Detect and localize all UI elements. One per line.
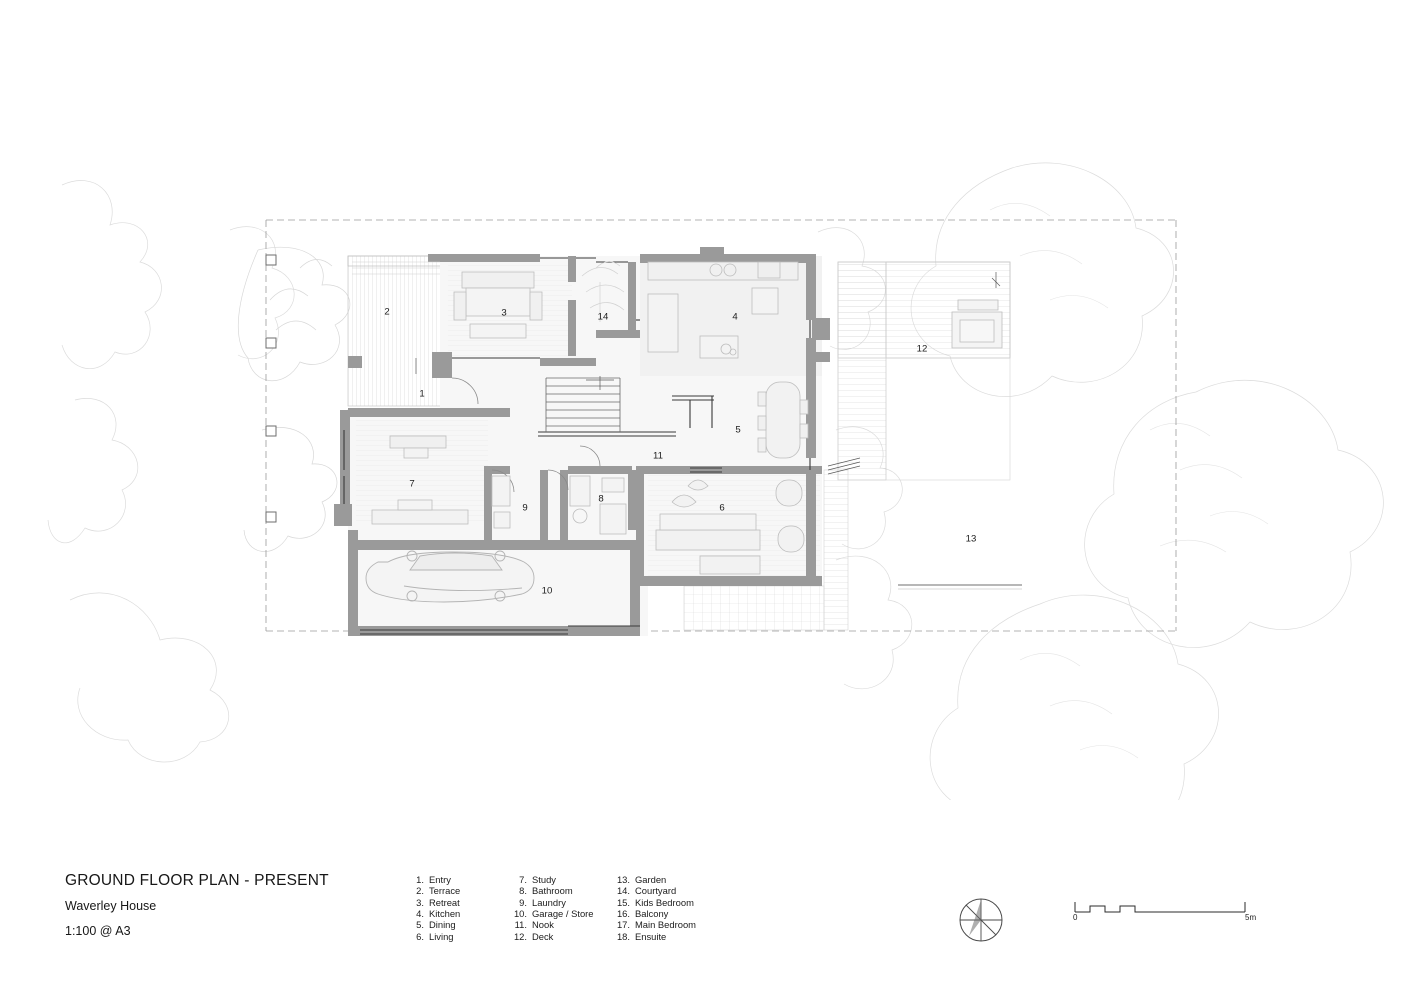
legend-label: Garden — [635, 874, 667, 885]
room-label: 14 — [597, 311, 609, 323]
legend-column-3 — [610, 874, 720, 942]
legend-number: 18. — [616, 930, 630, 942]
legend-number: 17. — [616, 919, 630, 931]
legend-item — [404, 908, 507, 919]
room-label: 5 — [735, 424, 741, 436]
legend-number: 3. — [416, 896, 424, 908]
room-label: 7 — [409, 478, 415, 490]
legend-item — [610, 885, 720, 896]
scale-bar-graphic — [1073, 900, 1268, 924]
legend-item — [610, 897, 720, 908]
legend-item — [404, 897, 507, 908]
room-label: 9 — [522, 502, 528, 514]
legend-item — [507, 874, 610, 885]
legend-item — [610, 874, 720, 885]
north-point — [957, 896, 1005, 944]
legend-label: Nook — [532, 919, 554, 931]
legend-number: 5. — [416, 919, 424, 931]
legend-number: 11. — [514, 919, 527, 931]
legend-number: 12. — [513, 930, 527, 942]
legend-column-2 — [507, 874, 610, 942]
room-label: 13 — [965, 533, 977, 545]
legend-item — [404, 885, 507, 896]
legend-label: Retreat — [429, 896, 460, 908]
room-legend — [404, 874, 720, 942]
scale-bar-end-label: 5m — [1245, 913, 1257, 922]
legend-label: Balcony — [635, 908, 669, 920]
legend-item — [610, 919, 720, 930]
room-label: 11 — [653, 450, 663, 462]
legend-item — [610, 908, 720, 919]
legend-item — [507, 885, 610, 896]
north-arrow-icon — [957, 896, 1005, 944]
legend-item — [507, 931, 610, 942]
room-label: 2 — [384, 306, 390, 318]
legend-number: 10. — [513, 908, 527, 920]
scale-bar-start-label: 0 — [1073, 913, 1078, 922]
room-label: 6 — [719, 502, 725, 514]
legend-item — [507, 897, 610, 908]
room-label: 8 — [598, 493, 604, 505]
legend-item — [507, 919, 610, 930]
legend-number: 15. — [616, 896, 630, 908]
legend-label: Living — [429, 930, 454, 942]
legend-label: Dining — [429, 919, 456, 931]
fence-posts — [266, 255, 276, 522]
room-label: 12 — [916, 343, 928, 355]
drawing-scale: 1:100 @ A3 — [65, 924, 131, 938]
legend-label: Ensuite — [635, 930, 667, 942]
legend-number: 13. — [616, 874, 630, 885]
legend-number: 9. — [519, 896, 527, 908]
legend-label: Garage / Store — [532, 908, 594, 920]
legend-number: 8. — [519, 885, 527, 897]
legend-number: 16. — [616, 908, 630, 920]
legend-number: 2. — [416, 885, 424, 897]
project-name: Waverley House — [65, 899, 157, 913]
legend-label: Main Bedroom — [635, 919, 696, 931]
legend-number: 1. — [416, 874, 424, 885]
legend-column-1 — [404, 874, 507, 942]
legend-label: Terrace — [429, 885, 461, 897]
room-label: 4 — [732, 311, 738, 323]
legend-number: 4. — [416, 908, 424, 920]
legend-label: Study — [532, 874, 556, 885]
legend-label: Courtyard — [635, 885, 677, 897]
legend-label: Bathroom — [532, 885, 573, 897]
room-label: 3 — [501, 307, 507, 319]
legend-number: 14. — [616, 885, 630, 897]
legend-item — [507, 908, 610, 919]
legend-number: 6. — [416, 930, 424, 942]
room-label: 10 — [541, 585, 553, 597]
legend-item — [404, 919, 507, 930]
legend-number: 7. — [519, 874, 527, 885]
title-block — [65, 872, 385, 938]
legend-label: Kids Bedroom — [635, 896, 694, 908]
legend-label: Kitchen — [429, 908, 461, 920]
legend-item — [404, 874, 507, 885]
drawing-title: GROUND FLOOR PLAN - PRESENT — [65, 872, 329, 889]
legend-label: Deck — [532, 930, 554, 942]
legend-label: Laundry — [532, 896, 566, 908]
scale-bar — [1073, 900, 1268, 940]
room-label: 1 — [419, 388, 425, 400]
legend-item — [610, 931, 720, 942]
legend-item — [404, 931, 507, 942]
legend-label: Entry — [429, 874, 451, 885]
